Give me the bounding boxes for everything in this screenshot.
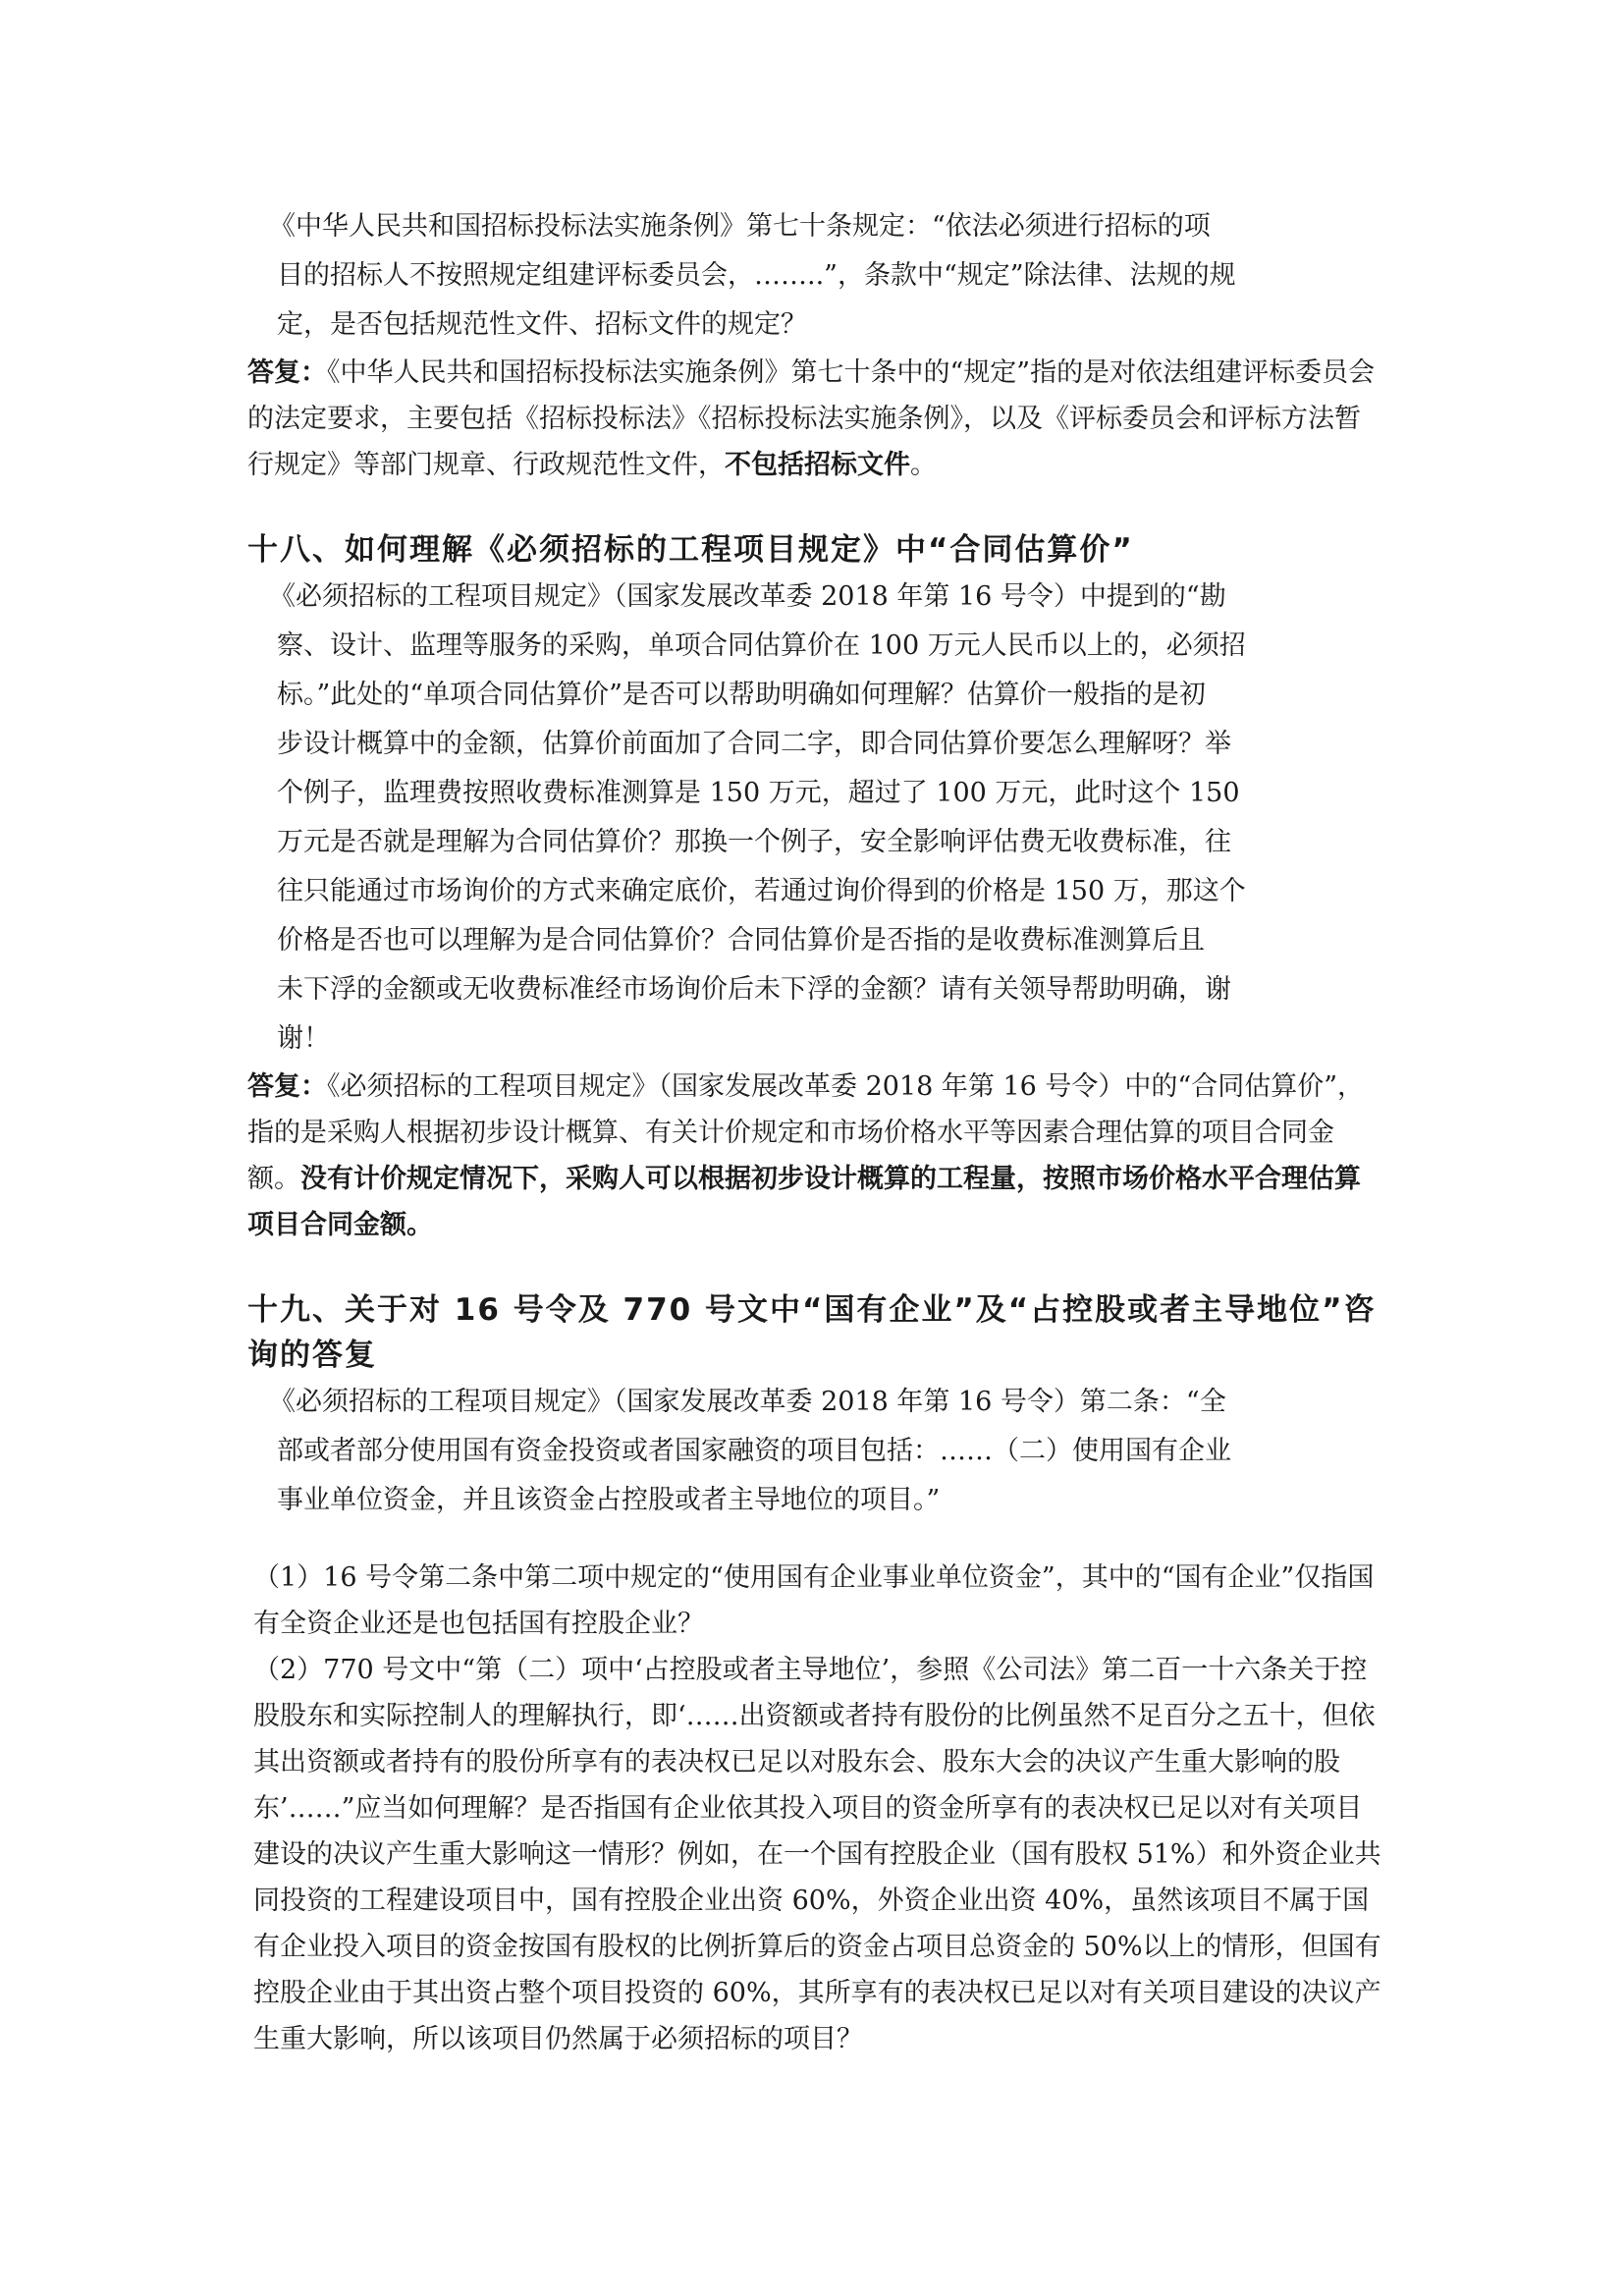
answer-bold-text: 不包括招标文件	[725, 450, 910, 480]
answer-block-18	[247, 1064, 1386, 1248]
question-line: 往只能通过市场询价的方式来确定底价，若通过询价得到的价格是 150 万，那这个	[277, 876, 1246, 906]
question-line: 《中华人民共和国招标投标法实施条例》第七十条规定：“依法必须进行招标的项	[269, 211, 1211, 242]
question-line: 目的招标人不按照规定组建评标委员会，……..”，条款中“规定”除法律、法规的规	[277, 260, 1236, 291]
question-line: 价格是否也可以理解为是合同估算价？合同估算价是否指的是收费标准测算后且	[277, 925, 1205, 956]
question-line: 部或者部分使用国有资金投资或者国家融资的项目包括：……（二）使用国有企业	[277, 1436, 1231, 1466]
document-page	[247, 202, 1386, 2062]
question-line: 万元是否就是理解为合同估算价？那换一个例子，安全影响评估费无收费标准，往	[277, 827, 1231, 857]
answer-end: 。	[910, 450, 937, 480]
quote-block-19	[247, 1378, 1386, 1525]
question-line: 定，是否包括规范性文件、招标文件的规定？	[277, 309, 807, 340]
section-19-heading: 十九、关于对 16 号令及 770 号文中“国有企业”及“占控股或者主导地位”咨询的答复	[247, 1292, 1377, 1373]
answer-label: 答复：	[247, 1071, 327, 1102]
question-line: 《必须招标的工程项目规定》（国家发展改革委 2018 年第 16 号令）中提到的“勘	[269, 581, 1226, 612]
consult-item-1: （1）16 号令第二条中第二项中规定的“使用国有企业事业单位资金”，其中的“国有企业”仅指国有全资企业还是也包括国有控股企业？	[253, 1562, 1375, 1639]
answer-bold-text: 没有计价规定情况下，采购人可以根据初步设计概算的工程量，按照市场价格水平合理估算项目合同金额。	[247, 1164, 1361, 1240]
question-line: 《必须招标的工程项目规定》（国家发展改革委 2018 年第 16 号令）第二条：“全	[269, 1387, 1226, 1417]
question-line: 事业单位资金，并且该资金占控股或者主导地位的项目。”	[277, 1485, 941, 1515]
question-line: 步设计概算中的金额，估算价前面加了合同二字，即合同估算价要怎么理解呀？举	[277, 729, 1231, 759]
question-line: 谢！	[277, 1023, 330, 1054]
answer-text: 《必须招标的工程项目规定》（国家发展改革委 2018 年第 16 号令）中的“合同估算价”，指的是采购人根据初步设计概算、有关计价规定和市场价格水平等因素合理估算的项目合同金额。	[247, 1071, 1365, 1194]
question-block-1	[247, 202, 1386, 350]
question-line: 察、设计、监理等服务的采购，单项合同估算价在 100 万元人民币以上的，必须招	[277, 630, 1246, 661]
answer-label: 答复：	[247, 357, 327, 388]
question-line: 未下浮的金额或无收费标准经市场询价后未下浮的金额？请有关领导帮助明确，谢	[277, 974, 1231, 1005]
section-18-heading: 十八、如何理解《必须招标的工程项目规定》中“合同估算价”	[247, 532, 1134, 568]
answer-text: 《中华人民共和国招标投标法实施条例》第七十条中的“规定”指的是对依法组建评标委员会的法定要求，主要包括《招标投标法》《招标投标法实施条例》，以及《评标委员会和评标方法暂行规定》等部门规章、行政规范性文件，	[247, 357, 1376, 480]
consult-item-2: （2）770 号文中“第（二）项中‘占控股或者主导地位’，参照《公司法》第二百一十六条关于控股股东和实际控制人的理解执行，即‘……出资额或者持有股份的比例虽然不足百分之五十，但依其出资额或者持有的股份所享有的表决权已足以对股东会、股东大会的决议产生重大影响的股东’……”应当如何理解？是否指国有企业依其投入项目的资金所享有的表决权已足以对有关项目建设的决议产生重大影响这一情形？例如，在一个国有控股企业（国有股权 51%）和外资企业共同投资的工程建设项目中，国有控股企业出资 60%，外资企业出资 40%，虽然该项目不属于国有企业投入项目的资金按国有股权的比例折算后的资金占项目总资金的 50%以上的情形，但国有控股企业由于其出资占整个项目投资的 60%，其所享有的表决权已足以对有关项目建设的决议产生重大影响，所以该项目仍然属于必须招标的项目？	[253, 1655, 1381, 2054]
question-block-18	[247, 573, 1386, 1064]
answer-block-1	[247, 350, 1386, 488]
question-line: 个例子，监理费按照收费标准测算是 150 万元，超过了 100 万元，此时这个 150	[277, 778, 1240, 808]
question-line: 标。”此处的“单项合同估算价”是否可以帮助明确如何理解？估算价一般指的是初	[277, 680, 1206, 710]
